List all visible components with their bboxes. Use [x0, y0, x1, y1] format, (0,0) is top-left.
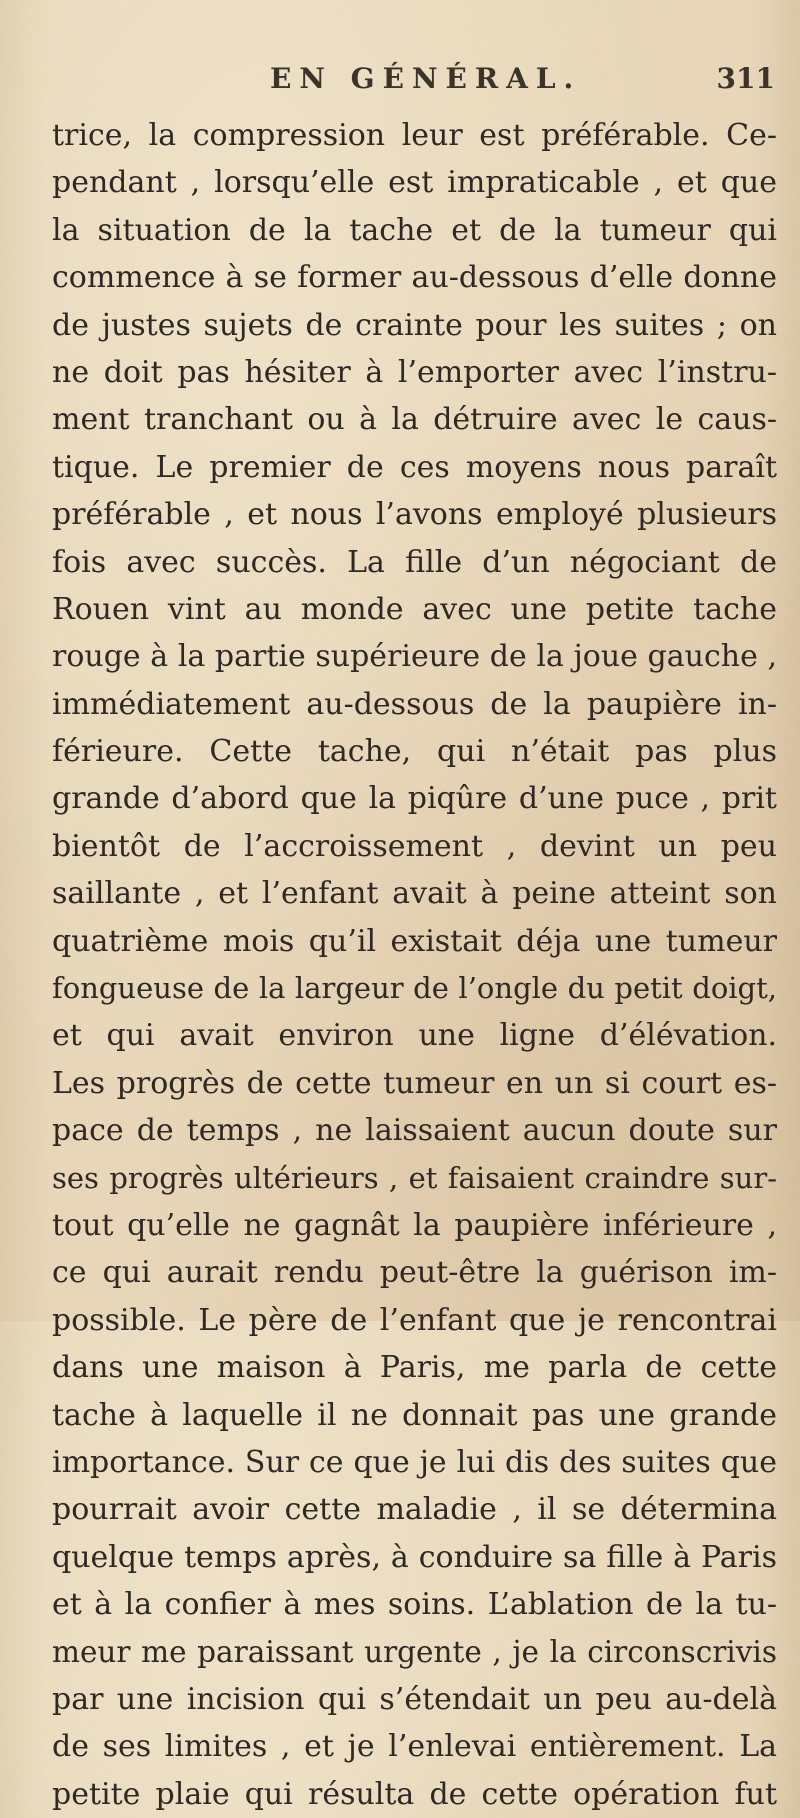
- text-line: quelque temps après, à conduire sa fille à Paris: [52, 1539, 777, 1575]
- text-line: férieure. Cette tache, qui n’était pas plus: [52, 734, 777, 770]
- text-line: Les progrès de cette tumeur en un si court es-: [52, 1065, 777, 1101]
- text-line: et à la confier à mes soins. L’ablation de la tu-: [52, 1587, 777, 1623]
- text-line: bientôt de l’accroissement , devint un peu: [52, 828, 777, 864]
- text-line: et qui avait environ une ligne d’élévation.: [52, 1018, 777, 1054]
- text-line: meur me paraissant urgente , je la circonscrivis: [52, 1634, 777, 1669]
- text-line: quatrième mois qu’il existait déja une tumeur: [52, 923, 777, 959]
- text-line: petite plaie qui résulta de cette opération fut: [52, 1776, 777, 1812]
- text-line: tique. Le premier de ces moyens nous paraît: [52, 449, 777, 485]
- text-line: tout qu’elle ne gagnât la paupière inférieure ,: [52, 1207, 777, 1243]
- text-line: tache à laquelle il ne donnait pas une grande: [52, 1397, 777, 1433]
- text-line: préférable , et nous l’avons employé plusieurs: [52, 497, 777, 533]
- text-line: de ses limites , et je l’enlevai entièrement. La: [52, 1729, 777, 1765]
- text-line: trice, la compression leur est préférable. Ce-: [52, 118, 777, 153]
- running-title: EN GÉNÉRAL.: [270, 62, 582, 95]
- text-line: la situation de la tache et de la tumeur qui: [52, 212, 777, 248]
- text-line: saillante , et l’enfant avait à peine atteint son: [52, 876, 777, 912]
- text-line: ce qui aurait rendu peut-être la guérison im-: [52, 1255, 777, 1291]
- text-line: fongueuse de la largeur de l’ongle du petit doigt,: [52, 971, 777, 1006]
- text-line: fois avec succès. La fille d’un négociant de: [52, 544, 777, 580]
- body-text: [52, 112, 777, 1818]
- text-line: rouge à la partie supérieure de la joue gauche ,: [52, 639, 777, 675]
- text-line: grande d’abord que la piqûre d’une puce , prit: [52, 781, 777, 817]
- text-line: pourrait avoir cette maladie , il se détermina: [52, 1492, 777, 1528]
- text-line: ses progrès ultérieurs , et faisaient craindre sur-: [52, 1160, 777, 1195]
- text-line: de justes sujets de crainte pour les suites ; on: [52, 307, 777, 343]
- text-line: importance. Sur ce que je lui dis des suites que: [52, 1444, 777, 1480]
- text-line: pace de temps , ne laissaient aucun doute sur: [52, 1113, 777, 1149]
- text-line: Rouen vint au monde avec une petite tache: [52, 591, 777, 627]
- text-line: commence à se former au-dessous d’elle donne: [52, 260, 777, 296]
- running-head: [270, 62, 775, 102]
- text-line: ne doit pas hésiter à l’emporter avec l’instru-: [52, 354, 777, 390]
- text-line: possible. Le père de l’enfant que je rencontrai: [52, 1302, 777, 1338]
- text-line: par une incision qui s’étendait un peu au-delà: [52, 1681, 777, 1717]
- page-number: 311: [716, 62, 775, 95]
- text-line: immédiatement au-dessous de la paupière in-: [52, 686, 777, 722]
- text-line: dans une maison à Paris, me parla de cette: [52, 1350, 777, 1386]
- text-line: ment tranchant ou à la détruire avec le caus-: [52, 402, 777, 438]
- text-line: pendant , lorsqu’elle est impraticable , et que: [52, 165, 777, 201]
